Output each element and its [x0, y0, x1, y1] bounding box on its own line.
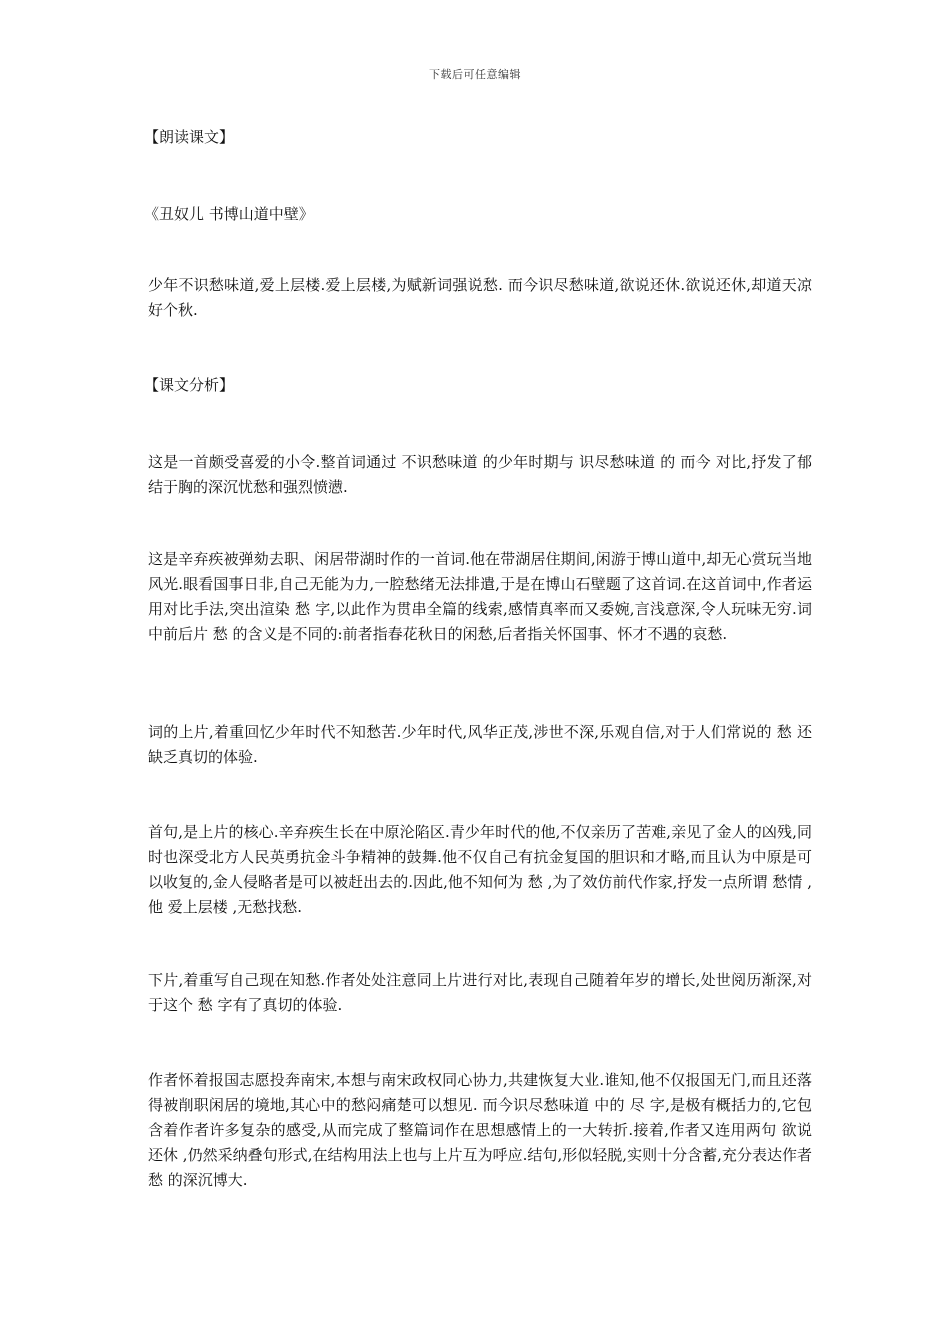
- analysis-paragraph: 这是辛弃疾被弹劾去职、闲居带湖时作的一首词.他在带湖居住期间,闲游于博山道中,却无心赏玩当地风光.眼看国事日非,自己无能为力,一腔愁绪无法排遣,于是在博山石壁题了这首词.在这首词中,作者运用对比手法,突出渲染 愁 字,以此作为贯串全篇的线索,感情真率而又委婉,言浅意深,令人玩味无穷.词中前后片 愁 的含义是不同的:前者指春花秋日的闲愁,后者指关怀国事、怀才不遇的哀愁.: [148, 550, 812, 643]
- reading-heading: 【朗读课文】: [144, 128, 235, 146]
- poem-text: 少年不识愁味道,爱上层楼.爱上层楼,为赋新词强说愁. 而今识尽愁味道,欲说还休.欲说还休,却道天凉好个秋.: [148, 276, 812, 319]
- analysis-paragraph: 作者怀着报国志愿投奔南宋,本想与南宋政权同心协力,共建恢复大业.谁知,他不仅报国无门,而且还落得被削职闲居的境地,其心中的愁闷痛楚可以想见. 而今识尽愁味道 中的 尽 字,是极有概括力的,它包含着作者许多复杂的感受,从而完成了整篇词作在思想感情上的一大转折.接着,作者又连用两句 欲说还休 ,仍然采纳叠句形式,在结构用法上也与上片互为呼应.结句,形似轻脱,实则十分含蓄,充分表达作者 愁 的深沉博大.: [148, 1071, 812, 1189]
- analysis-paragraph: 词的上片,着重回忆少年时代不知愁苦.少年时代,风华正茂,涉世不深,乐观自信,对于人们常说的 愁 还缺乏真切的体验.: [148, 723, 812, 766]
- poem-title: 《丑奴儿 书博山道中壁》: [144, 205, 314, 223]
- analysis-paragraph: 首句,是上片的核心.辛弃疾生长在中原沦陷区.青少年时代的他,不仅亲历了苦难,亲见了金人的凶残,同时也深受北方人民英勇抗金斗争精神的鼓舞.他不仅自己有抗金复国的胆识和才略,而且认为中原是可以收复的,金人侵略者是可以被赶出去的.因此,他不知何为 愁 ,为了效仿前代作家,抒发一点所谓 愁情 ,他 爱上层楼 ,无愁找愁.: [148, 823, 812, 916]
- analysis-paragraph: 下片,着重写自己现在知愁.作者处处注意同上片进行对比,表现自己随着年岁的增长,处世阅历渐深,对于这个 愁 字有了真切的体验.: [148, 971, 812, 1014]
- analysis-heading: 【课文分析】: [144, 376, 235, 394]
- page-header-note: 下载后可任意编辑: [429, 68, 521, 81]
- analysis-paragraph: 这是一首颇受喜爱的小令.整首词通过 不识愁味道 的少年时期与 识尽愁味道 的 而今 对比,抒发了郁结于胸的深沉忧愁和强烈愤懑.: [148, 453, 812, 496]
